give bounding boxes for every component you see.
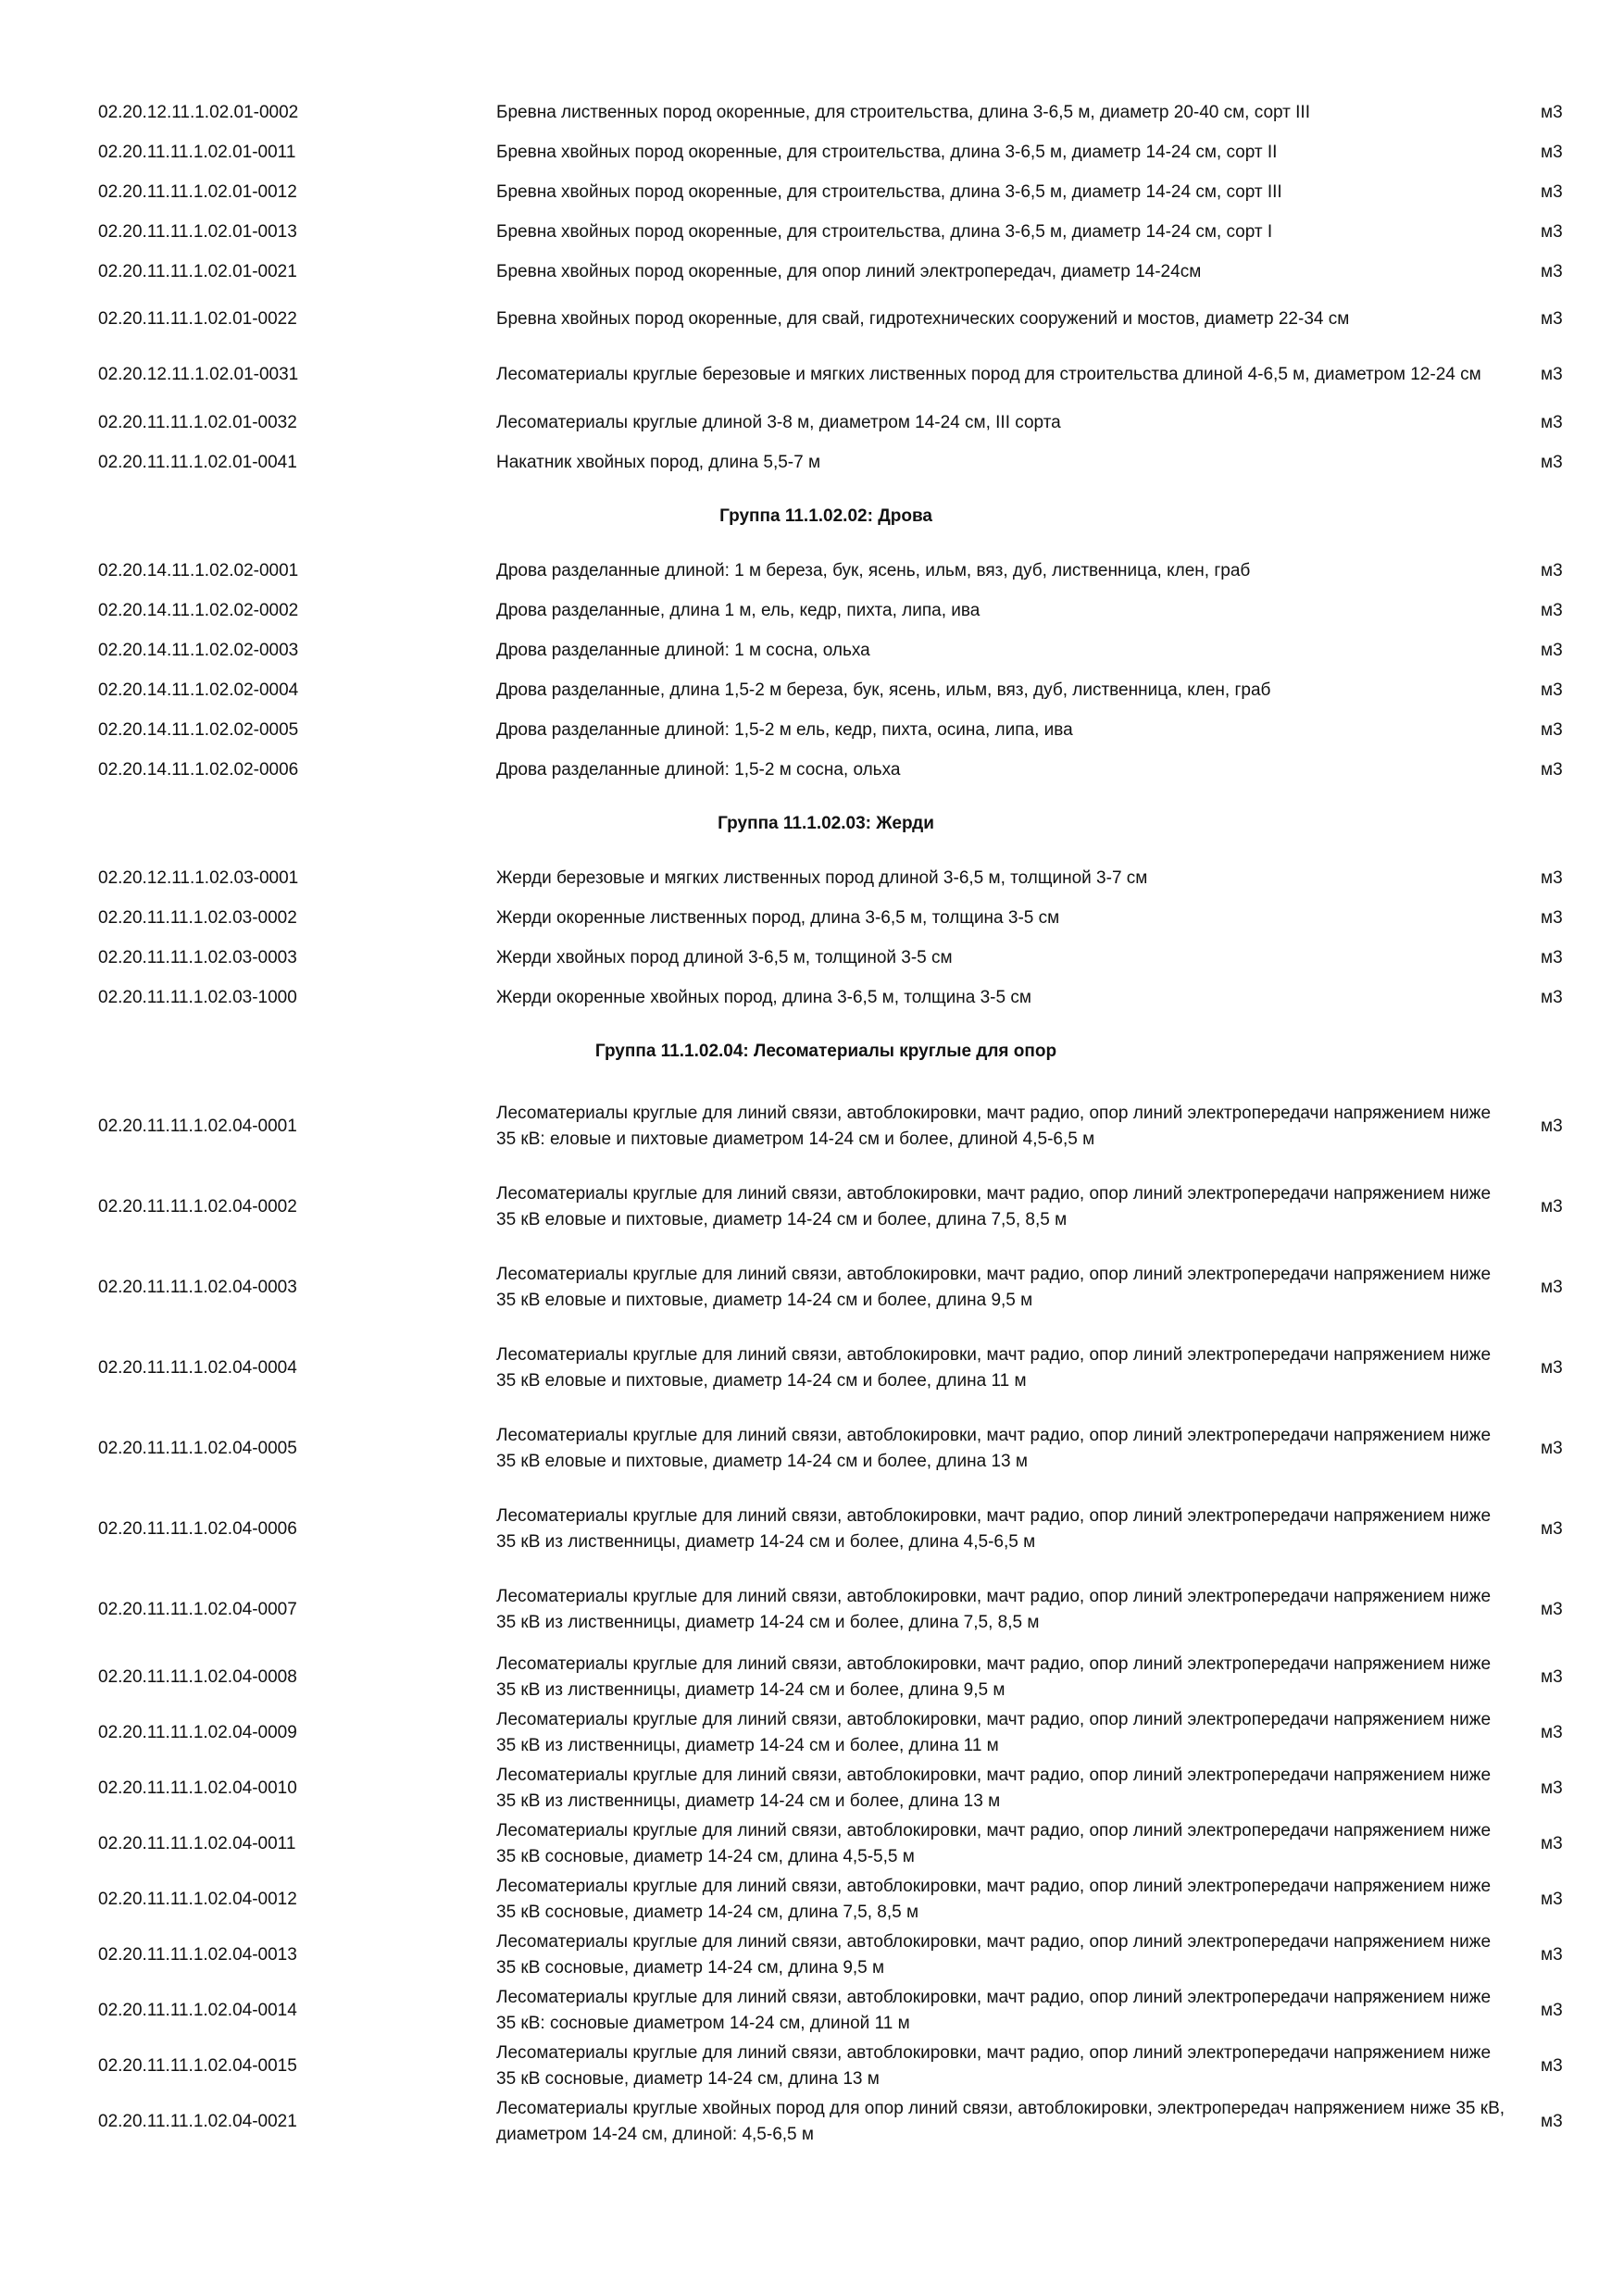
row-name: Лесоматериалы круглые для линий связи, автоблокировки, мачт радио, опор линий электропередачи напряжением ниже 35 кВ еловые и пихтовые, диаметр 14-24 см и более, длина 9,5 м bbox=[496, 1264, 1492, 1310]
table-row bbox=[56, 2039, 1596, 2094]
row-code: 02.20.12.11.1.02.03-0001 bbox=[98, 867, 299, 888]
row-name: Лесоматериалы круглые для линий связи, автоблокировки, мачт радио, опор линий электропередачи напряжением ниже 35 кВ: еловые и пихтовые диаметром 14-24 см и более, длиной 4,5-6,5 м bbox=[496, 1103, 1492, 1149]
row-name: Бревна хвойных пород окоренные, для строительства, длина 3-6,5 м, диаметр 14-24 см, сорт I bbox=[496, 221, 1273, 242]
row-name: Жерди хвойных пород длиной 3-6,5 м, толщиной 3-5 см bbox=[496, 947, 953, 967]
row-unit: м3 bbox=[1541, 2112, 1563, 2131]
row-name: Лесоматериалы круглые для линий связи, автоблокировки, мачт радио, опор линий электропередачи напряжением ниже 35 кВ сосновые, диаметр 14-24 см, длина 7,5, 8,5 м bbox=[496, 1877, 1492, 1922]
row-code: 02.20.14.11.1.02.02-0002 bbox=[98, 600, 299, 620]
row-name: Накатник хвойных пород, длина 5,5-7 м bbox=[496, 452, 821, 472]
row-unit: м3 bbox=[1541, 759, 1563, 780]
row-unit: м3 bbox=[1541, 987, 1563, 1007]
row-name: Лесоматериалы круглые для линий связи, автоблокировки, мачт радио, опор линий электропередачи напряжением ниже 35 кВ из лиственницы, диаметр 14-24 см и более, длина 9,5 м bbox=[496, 1654, 1492, 1700]
row-name: Лесоматериалы круглые для линий связи, автоблокировки, мачт радио, опор линий электропередачи напряжением ниже 35 кВ из лиственницы, диаметр 14-24 см и более, длина 11 м bbox=[496, 1710, 1492, 1755]
row-unit: м3 bbox=[1541, 719, 1563, 740]
row-unit: м3 bbox=[1541, 2056, 1563, 2076]
table-row bbox=[56, 1328, 1596, 1408]
row-code: 02.20.11.11.1.02.01-0012 bbox=[98, 181, 297, 202]
row-code: 02.20.11.11.1.02.04-0007 bbox=[98, 1599, 297, 1619]
materials-table bbox=[56, 93, 1596, 2150]
table-row bbox=[56, 898, 1596, 938]
table-row bbox=[56, 252, 1596, 292]
table-row bbox=[56, 1650, 1596, 1705]
table-row bbox=[56, 292, 1596, 347]
row-code: 02.20.11.11.1.02.04-0012 bbox=[98, 1890, 297, 1909]
row-name: Лесоматериалы круглые для линий связи, автоблокировки, мачт радио, опор линий электропередачи напряжением ниже 35 кВ из лиственницы, диаметр 14-24 см и более, длина 7,5, 8,5 м bbox=[496, 1586, 1492, 1632]
row-unit: м3 bbox=[1541, 1667, 1563, 1687]
row-name: Жерди окоренные лиственных пород, длина 3-6,5 м, толщина 3-5 см bbox=[496, 907, 1060, 928]
row-code: 02.20.11.11.1.02.01-0013 bbox=[98, 221, 297, 242]
row-unit: м3 bbox=[1541, 1723, 1563, 1742]
row-name: Лесоматериалы круглые березовые и мягких лиственных пород для строительства длиной 4-6,5 м, диаметром 12-24 см bbox=[496, 365, 1481, 384]
table-row bbox=[56, 978, 1596, 1017]
row-code: 02.20.11.11.1.02.03-1000 bbox=[98, 987, 297, 1007]
row-name: Лесоматериалы круглые хвойных пород для опор линий связи, автоблокировки, электропередач напряжением ниже 35 кВ, диаметром 14-24 см, длиной: 4,5-6,5 м bbox=[496, 2099, 1505, 2144]
row-code: 02.20.14.11.1.02.02-0005 bbox=[98, 719, 299, 740]
row-unit: м3 bbox=[1541, 261, 1563, 281]
group-title: Группа 11.1.02.04: Лесоматериалы круглые для опор bbox=[594, 1042, 1057, 1061]
row-name: Лесоматериалы круглые для линий связи, автоблокировки, мачт радио, опор линий электропередачи напряжением ниже 35 кВ еловые и пихтовые, диаметр 14-24 см и более, длина 11 м bbox=[496, 1344, 1492, 1391]
row-name: Лесоматериалы круглые длиной 3-8 м, диаметром 14-24 см, III сорта bbox=[496, 412, 1061, 432]
row-code: 02.20.11.11.1.02.01-0032 bbox=[98, 412, 297, 432]
row-code: 02.20.11.11.1.02.04-0005 bbox=[98, 1438, 297, 1458]
row-unit: м3 bbox=[1541, 1116, 1563, 1136]
table-row bbox=[56, 591, 1596, 630]
row-code: 02.20.11.11.1.02.04-0006 bbox=[98, 1518, 297, 1539]
row-name: Лесоматериалы круглые для линий связи, автоблокировки, мачт радио, опор линий электропередачи напряжением ниже 35 кВ сосновые, диаметр 14-24 см, длина 4,5-5,5 м bbox=[496, 1821, 1492, 1866]
group-heading bbox=[56, 790, 1596, 858]
row-name: Лесоматериалы круглые для линий связи, автоблокировки, мачт радио, опор линий электропередачи напряжением ниже 35 кВ сосновые, диаметр 14-24 см, длина 9,5 м bbox=[496, 1932, 1492, 1978]
table-row bbox=[56, 1761, 1596, 1816]
row-code: 02.20.11.11.1.02.01-0041 bbox=[98, 452, 297, 472]
price-list-sheet bbox=[0, 93, 1624, 2150]
table-row bbox=[56, 1816, 1596, 1872]
table-row bbox=[56, 1569, 1596, 1650]
row-name: Дрова разделанные длиной: 1 м сосна, ольха bbox=[496, 640, 870, 660]
row-code: 02.20.14.11.1.02.02-0003 bbox=[98, 640, 299, 660]
row-code: 02.20.11.11.1.02.04-0001 bbox=[98, 1116, 297, 1136]
row-name: Дрова разделанные длиной: 1,5-2 м ель, кедр, пихта, осина, липа, ива bbox=[496, 719, 1073, 740]
row-unit: м3 bbox=[1541, 640, 1563, 660]
row-name: Лесоматериалы круглые для линий связи, автоблокировки, мачт радио, опор линий электропередачи напряжением ниже 35 кВ еловые и пихтовые, диаметр 14-24 см и более, длина 13 м bbox=[496, 1425, 1492, 1471]
row-code: 02.20.11.11.1.02.04-0011 bbox=[98, 1834, 296, 1853]
table-row bbox=[56, 1247, 1596, 1328]
row-unit: м3 bbox=[1541, 1778, 1563, 1798]
row-code: 02.20.11.11.1.02.03-0003 bbox=[98, 947, 297, 967]
row-unit: м3 bbox=[1541, 560, 1563, 580]
table-row bbox=[56, 670, 1596, 710]
row-code: 02.20.11.11.1.02.04-0015 bbox=[98, 2056, 297, 2076]
table-row bbox=[56, 630, 1596, 670]
row-code: 02.20.12.11.1.02.01-0031 bbox=[98, 365, 299, 384]
row-name: Бревна хвойных пород окоренные, для строительства, длина 3-6,5 м, диаметр 14-24 см, сорт II bbox=[496, 142, 1278, 162]
row-unit: м3 bbox=[1541, 452, 1563, 472]
row-code: 02.20.14.11.1.02.02-0004 bbox=[98, 680, 299, 700]
table-row bbox=[56, 710, 1596, 750]
row-unit: м3 bbox=[1541, 1834, 1563, 1853]
row-name: Дрова разделанные длиной: 1 м береза, бук, ясень, ильм, вяз, дуб, лиственница, клен, граб bbox=[496, 560, 1251, 580]
row-unit: м3 bbox=[1541, 2001, 1563, 2020]
row-unit: м3 bbox=[1541, 1196, 1563, 1217]
row-unit: м3 bbox=[1541, 102, 1563, 122]
table-row bbox=[56, 93, 1596, 132]
row-name: Жерди окоренные хвойных пород, длина 3-6,5 м, толщина 3-5 см bbox=[496, 987, 1031, 1007]
row-code: 02.20.11.11.1.02.04-0014 bbox=[98, 2001, 297, 2020]
table-row bbox=[56, 750, 1596, 790]
row-unit: м3 bbox=[1541, 1438, 1563, 1458]
row-code: 02.20.11.11.1.02.04-0013 bbox=[98, 1945, 297, 1965]
row-name: Лесоматериалы круглые для линий связи, автоблокировки, мачт радио, опор линий электропередачи напряжением ниже 35 кВ: сосновые диаметром 14-24 см, длиной 11 м bbox=[496, 1988, 1492, 2033]
table-row bbox=[56, 1983, 1596, 2039]
table-row bbox=[56, 938, 1596, 978]
table-row bbox=[56, 1705, 1596, 1761]
row-code: 02.20.12.11.1.02.01-0002 bbox=[98, 102, 299, 122]
row-name: Лесоматериалы круглые для линий связи, автоблокировки, мачт радио, опор линий электропередачи напряжением ниже 35 кВ сосновые, диаметр 14-24 см, длина 13 м bbox=[496, 2043, 1492, 2089]
row-name: Бревна хвойных пород окоренные, для опор линий электропередач, диаметр 14-24см bbox=[496, 261, 1202, 281]
row-unit: м3 bbox=[1541, 365, 1563, 384]
row-code: 02.20.11.11.1.02.03-0002 bbox=[98, 907, 297, 928]
row-name: Бревна лиственных пород окоренные, для строительства, длина 3-6,5 м, диаметр 20-40 см, сорт III bbox=[496, 102, 1310, 122]
row-unit: м3 bbox=[1541, 907, 1563, 928]
table-row bbox=[56, 1408, 1596, 1489]
row-name: Бревна хвойных пород окоренные, для строительства, длина 3-6,5 м, диаметр 14-24 см, сорт III bbox=[496, 181, 1282, 202]
row-unit: м3 bbox=[1541, 600, 1563, 620]
table-row bbox=[56, 1928, 1596, 1983]
table-row bbox=[56, 347, 1596, 403]
row-code: 02.20.11.11.1.02.01-0011 bbox=[98, 142, 296, 162]
table-row bbox=[56, 172, 1596, 212]
row-unit: м3 bbox=[1541, 181, 1563, 202]
row-name: Бревна хвойных пород окоренные, для свай, гидротехнических сооружений и мостов, диаметр 22-34 см bbox=[496, 309, 1350, 329]
row-code: 02.20.11.11.1.02.04-0004 bbox=[98, 1357, 297, 1378]
row-unit: м3 bbox=[1541, 1945, 1563, 1965]
group-heading bbox=[56, 1017, 1596, 1086]
group-title: Группа 11.1.02.03: Жерди bbox=[718, 814, 934, 833]
table-row bbox=[56, 212, 1596, 252]
row-unit: м3 bbox=[1541, 1599, 1563, 1619]
row-name: Дрова разделанные длиной: 1,5-2 м сосна, ольха bbox=[496, 759, 901, 780]
table-row bbox=[56, 443, 1596, 482]
table-row bbox=[56, 403, 1596, 443]
row-code: 02.20.11.11.1.02.04-0003 bbox=[98, 1277, 297, 1297]
group-heading bbox=[56, 482, 1596, 551]
group-title: Группа 11.1.02.02: Дрова bbox=[719, 506, 932, 526]
table-row bbox=[56, 132, 1596, 172]
table-row bbox=[56, 551, 1596, 591]
row-unit: м3 bbox=[1541, 1518, 1563, 1539]
row-unit: м3 bbox=[1541, 142, 1563, 162]
table-row bbox=[56, 2094, 1596, 2150]
row-unit: м3 bbox=[1541, 680, 1563, 700]
row-code: 02.20.11.11.1.02.01-0022 bbox=[98, 309, 297, 329]
row-unit: м3 bbox=[1541, 947, 1563, 967]
row-unit: м3 bbox=[1541, 867, 1563, 888]
row-code: 02.20.11.11.1.02.04-0009 bbox=[98, 1723, 297, 1742]
row-code: 02.20.11.11.1.02.04-0008 bbox=[98, 1667, 297, 1687]
row-name: Дрова разделанные, длина 1,5-2 м береза, бук, ясень, ильм, вяз, дуб, лиственница, клен, граб bbox=[496, 680, 1271, 700]
row-code: 02.20.11.11.1.02.01-0021 bbox=[98, 261, 297, 281]
row-code: 02.20.11.11.1.02.04-0002 bbox=[98, 1196, 297, 1217]
row-code: 02.20.11.11.1.02.04-0021 bbox=[98, 2112, 297, 2131]
table-row bbox=[56, 1167, 1596, 1247]
row-code: 02.20.14.11.1.02.02-0001 bbox=[98, 560, 299, 580]
table-row bbox=[56, 1086, 1596, 1167]
table-row bbox=[56, 858, 1596, 898]
row-name: Лесоматериалы круглые для линий связи, автоблокировки, мачт радио, опор линий электропередачи напряжением ниже 35 кВ из лиственницы, диаметр 14-24 см и более, длина 4,5-6,5 м bbox=[496, 1505, 1492, 1552]
row-code: 02.20.14.11.1.02.02-0006 bbox=[98, 759, 299, 780]
row-unit: м3 bbox=[1541, 412, 1563, 432]
row-unit: м3 bbox=[1541, 309, 1563, 329]
row-unit: м3 bbox=[1541, 221, 1563, 242]
row-name: Лесоматериалы круглые для линий связи, автоблокировки, мачт радио, опор линий электропередачи напряжением ниже 35 кВ еловые и пихтовые, диаметр 14-24 см и более, длина 7,5, 8,5 м bbox=[496, 1183, 1492, 1229]
table-row bbox=[56, 1872, 1596, 1928]
row-name: Жерди березовые и мягких лиственных пород длиной 3-6,5 м, толщиной 3-7 см bbox=[496, 867, 1148, 888]
row-code: 02.20.11.11.1.02.04-0010 bbox=[98, 1778, 297, 1798]
row-unit: м3 bbox=[1541, 1890, 1563, 1909]
row-unit: м3 bbox=[1541, 1357, 1563, 1378]
row-unit: м3 bbox=[1541, 1277, 1563, 1297]
row-name: Лесоматериалы круглые для линий связи, автоблокировки, мачт радио, опор линий электропередачи напряжением ниже 35 кВ из лиственницы, диаметр 14-24 см и более, длина 13 м bbox=[496, 1766, 1492, 1811]
table-row bbox=[56, 1489, 1596, 1569]
row-name: Дрова разделанные, длина 1 м, ель, кедр, пихта, липа, ива bbox=[496, 600, 981, 620]
